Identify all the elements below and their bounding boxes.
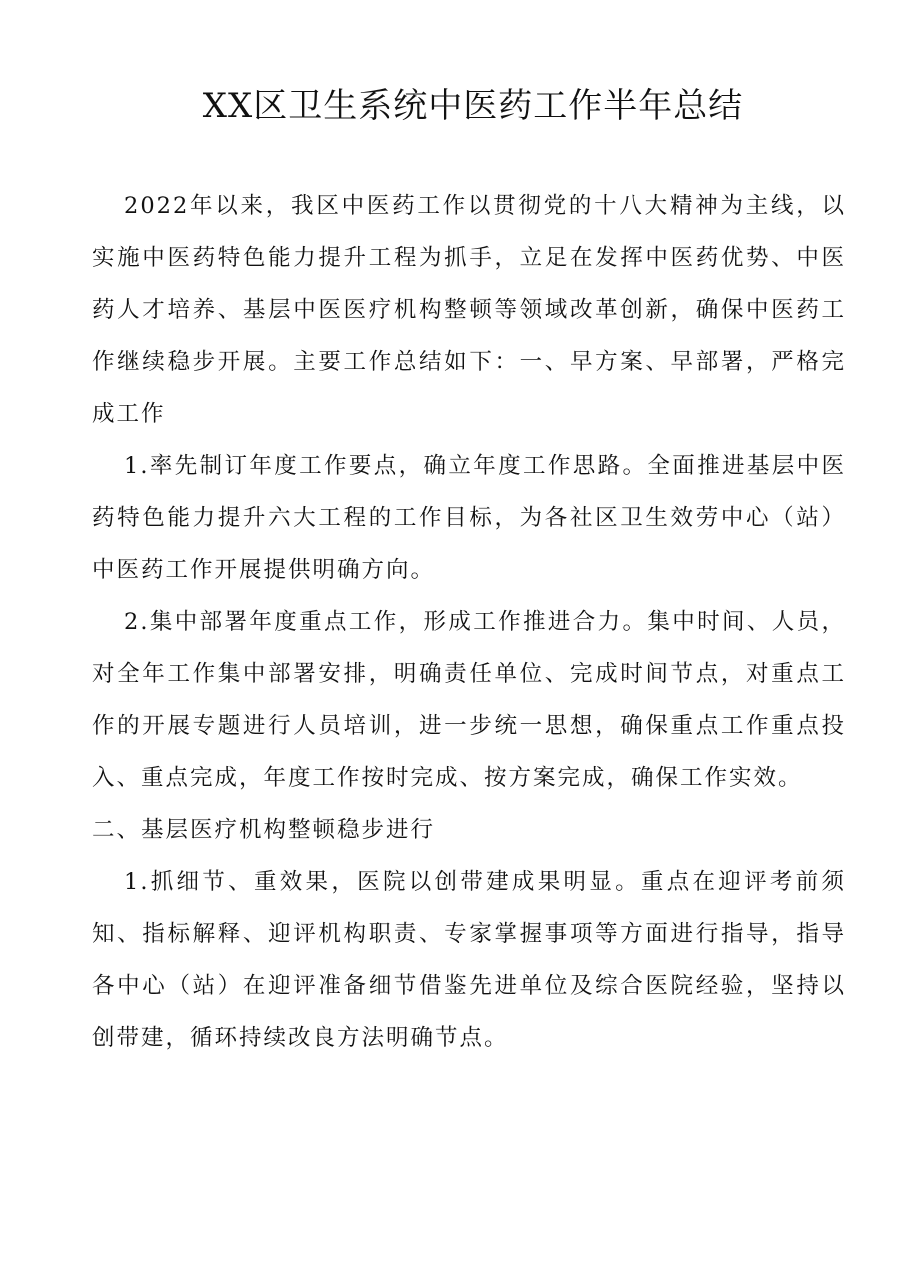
document-title: XX区卫生系统中医药工作半年总结 (202, 86, 744, 126)
paragraph-section-2-item-1: 1.抓细节、重效果，医院以创带建成果明显。重点在迎评考前须知、指标解释、迎评机构职责、专家掌握事项等方面进行指导，指导各中心（站）在迎评准备细节借鉴先进单位及综合医院经验，坚持以创带建，循环持续改良方法明确节点。 (92, 869, 846, 1051)
section-heading-2: 二、基层医疗机构整顿稳步进行 (92, 817, 436, 843)
paragraph-item-2: 2.集中部署年度重点工作，形成工作推进合力。集中时间、人员，对全年工作集中部署安排，明确责任单位、完成时间节点，对重点工作的开展专题进行人员培训，进一步统一思想，确保重点工作重点投入、重点完成，年度工作按时完成、按方案完成，确保工作实效。 (92, 609, 846, 791)
document-body (92, 180, 846, 1064)
paragraph-item-1: 1.率先制订年度工作要点，确立年度工作思路。全面推进基层中医药特色能力提升六大工程的工作目标，为各社区卫生效劳中心（站）中医药工作开展提供明确方向。 (92, 453, 846, 583)
paragraph-intro: 2022年以来，我区中医药工作以贯彻党的十八大精神为主线，以实施中医药特色能力提升工程为抓手，立足在发挥中医药优势、中医药人才培养、基层中医医疗机构整顿等领域改革创新，确保中医药工作继续稳步开展。主要工作总结如下：一、早方案、早部署，严格完成工作 (92, 193, 846, 427)
